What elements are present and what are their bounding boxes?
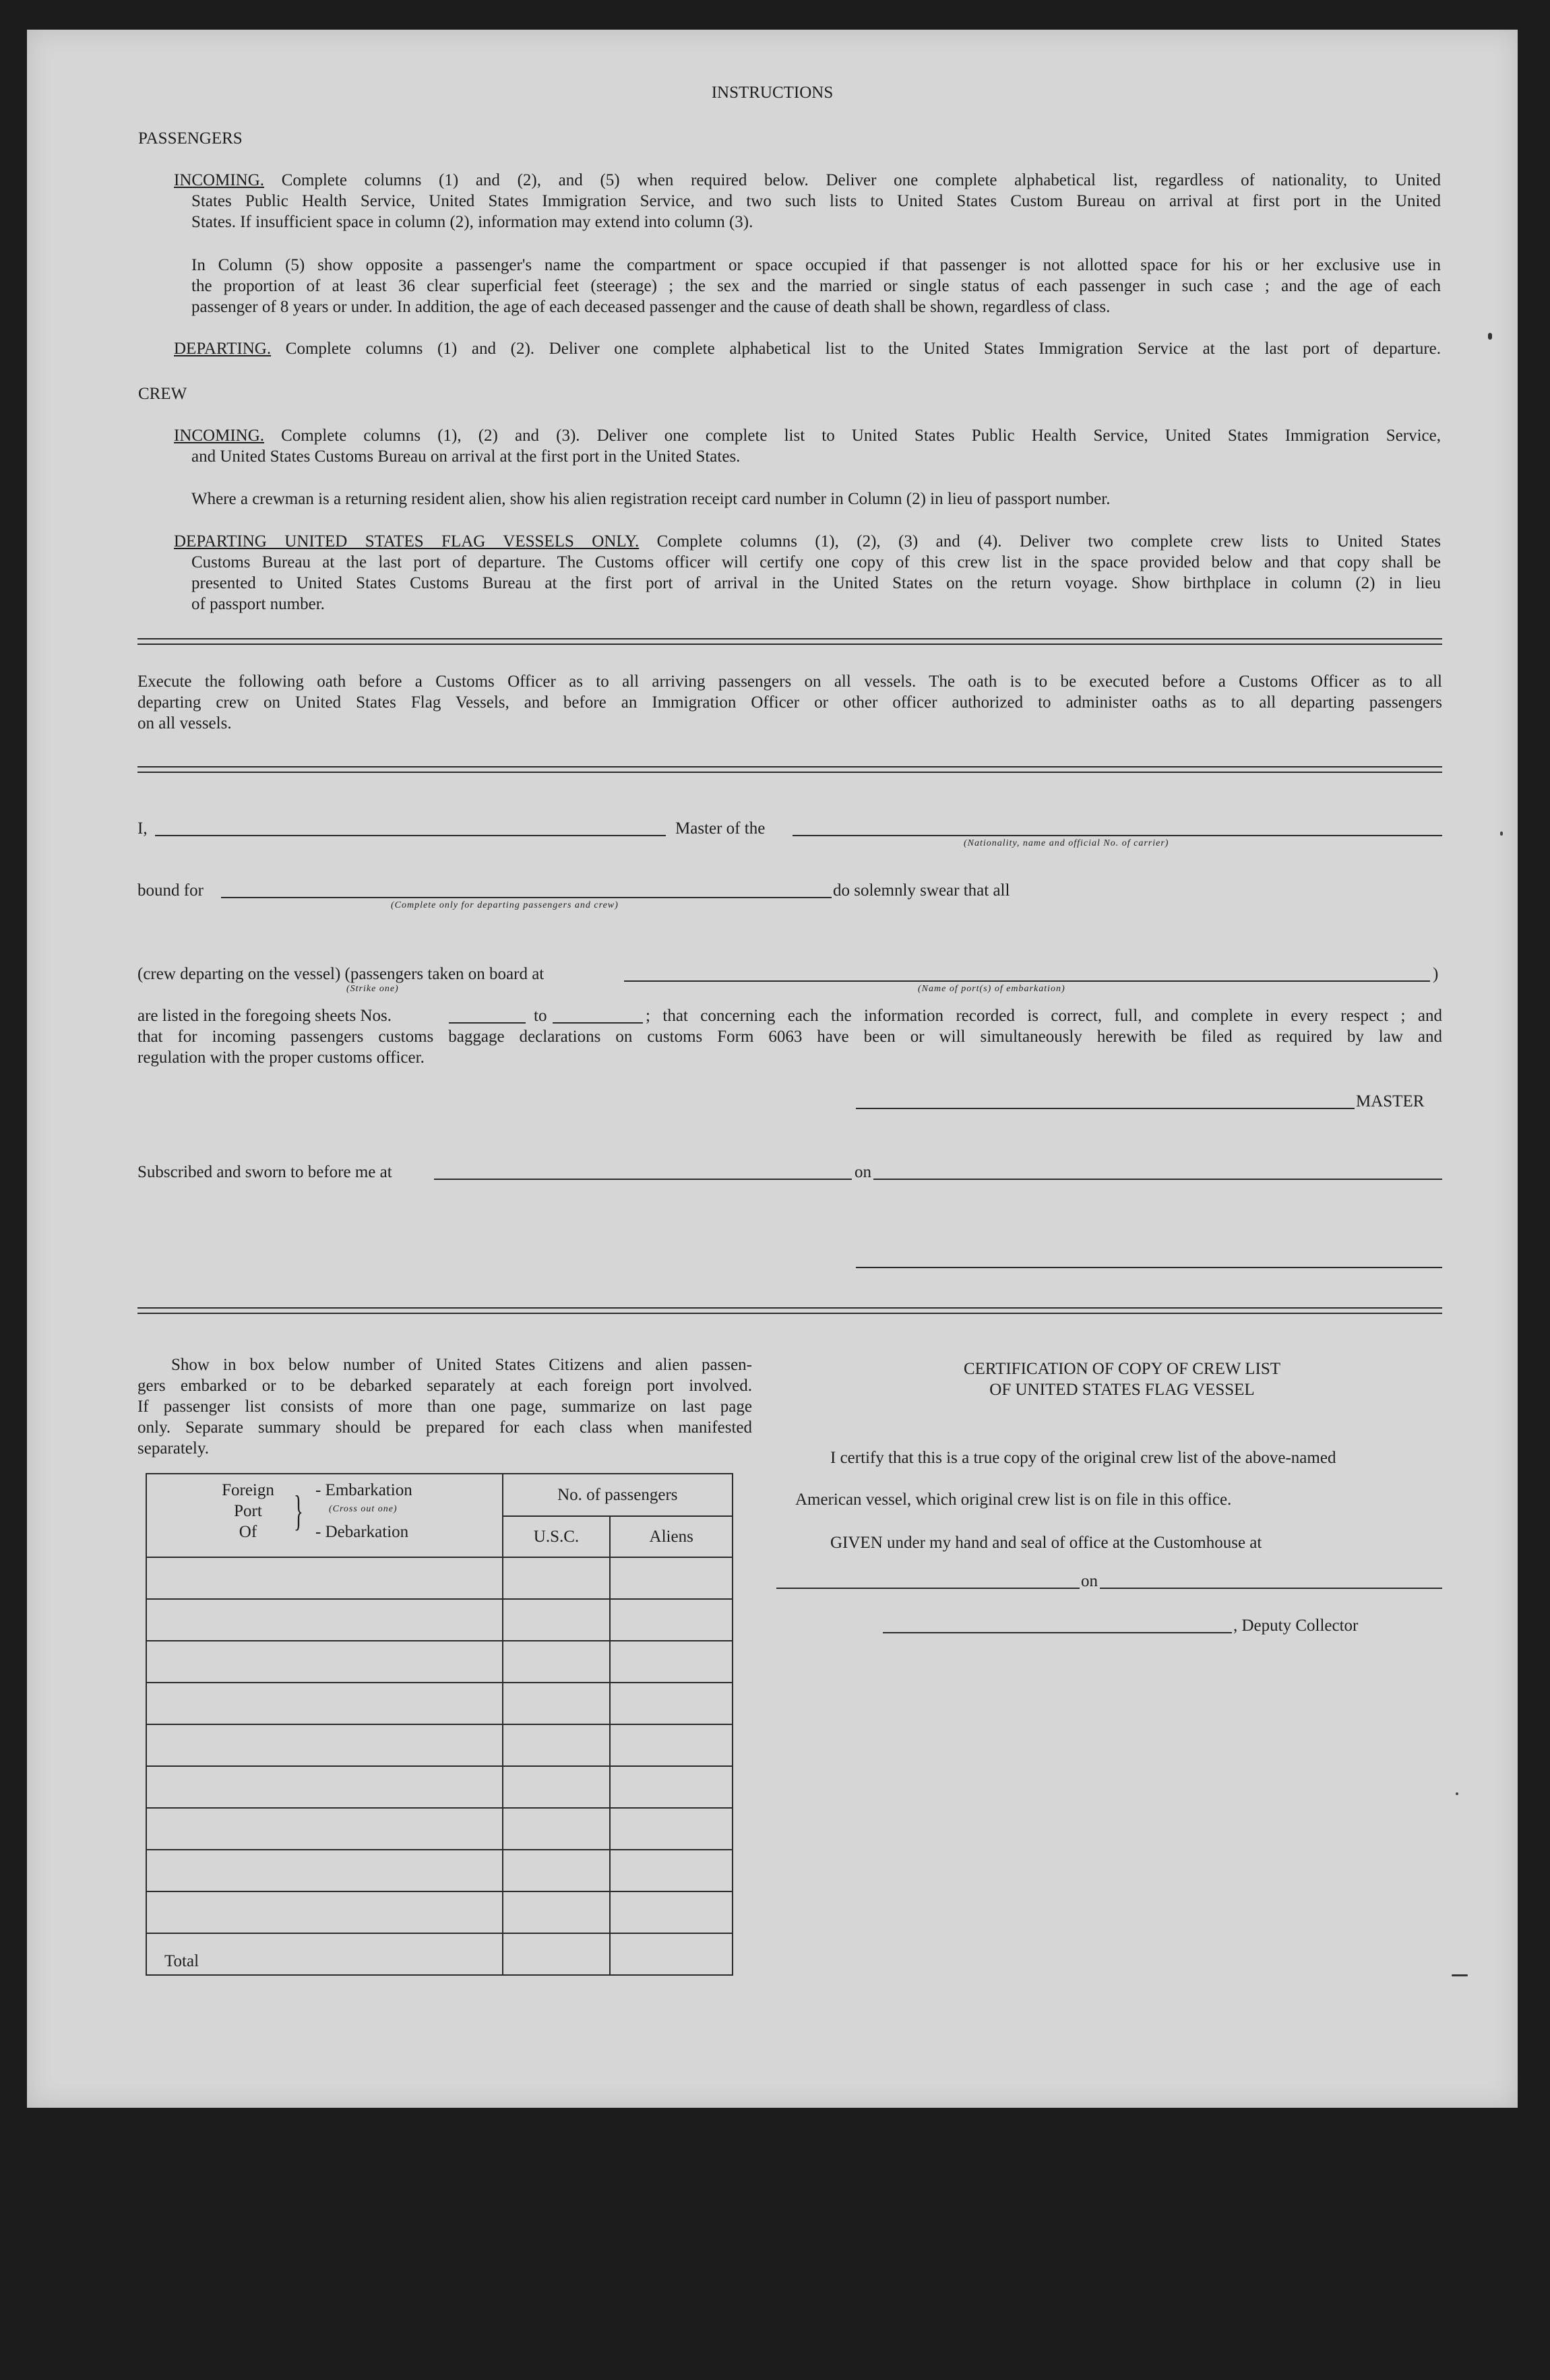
scan-speck bbox=[1452, 1974, 1468, 1976]
port-cell[interactable] bbox=[146, 1850, 503, 1891]
aliens-cell[interactable] bbox=[610, 1891, 733, 1933]
port-label: Port bbox=[234, 1502, 262, 1520]
aliens-cell[interactable] bbox=[610, 1766, 733, 1808]
cross-out-note: (Cross out one) bbox=[329, 1504, 398, 1514]
summary-line1 bbox=[137, 1354, 752, 1375]
officer-signature-field[interactable] bbox=[856, 1267, 1442, 1268]
scan-speck bbox=[1456, 1792, 1458, 1795]
master-label: MASTER bbox=[1356, 1092, 1425, 1110]
divider-3 bbox=[137, 1307, 1442, 1314]
passengers-departing bbox=[174, 338, 1441, 359]
certify-date-field[interactable] bbox=[1100, 1588, 1442, 1589]
total-label: Total bbox=[146, 1933, 503, 1975]
form-sheet bbox=[27, 30, 1518, 2108]
usc-cell[interactable] bbox=[503, 1599, 611, 1641]
bound-for-label: bound for bbox=[137, 881, 204, 900]
crew-flag-line4: of passport number. bbox=[191, 595, 325, 613]
complete-only-note: (Complete only for departing passengers and crew) bbox=[391, 900, 619, 910]
sheet-from-field[interactable] bbox=[449, 1022, 526, 1024]
crew-incoming-label: INCOMING. bbox=[174, 427, 265, 445]
crew-incoming-line2: and United States Customs Bureau on arrival at the first port in the United States. bbox=[191, 447, 741, 466]
passenger-summary-table bbox=[146, 1473, 733, 1976]
execute-line2: departing crew on United States Flag Vessels, and before an Immigration Officer or other officer authorized to administer oaths as to all departing passengers bbox=[137, 693, 1442, 712]
certify-line1: I certify that this is a true copy of the original crew list of the above-named bbox=[830, 1449, 1336, 1467]
sheet-to-field[interactable] bbox=[553, 1022, 643, 1024]
master-signature-field[interactable] bbox=[856, 1108, 1355, 1109]
master-of-the-label: Master of the bbox=[675, 819, 766, 838]
aliens-total-cell[interactable] bbox=[610, 1933, 733, 1975]
strike-one-note: (Strike one) bbox=[346, 984, 399, 994]
listed-to: to bbox=[534, 1007, 547, 1025]
solemnly-swear-text: do solemnly swear that all bbox=[833, 881, 1010, 900]
port-cell[interactable] bbox=[146, 1599, 503, 1641]
column5-line3: passenger of 8 years or under. In addition, the age of each deceased passenger and the cause of death shall be shown, regardless of class. bbox=[191, 298, 1111, 316]
crew-flag-line1 bbox=[174, 531, 1441, 552]
brace-glyph: } bbox=[294, 1486, 303, 1534]
sworn-date-field[interactable] bbox=[873, 1179, 1442, 1180]
listed-line2: that for incoming passengers customs baggage declarations on customs Form 6063 have been or will simultaneously herewith be filed as required by law and bbox=[137, 1028, 1442, 1046]
summary-line3: If passenger list consists of more than one page, summarize on last page bbox=[137, 1398, 752, 1416]
scan-speck bbox=[1500, 832, 1503, 836]
carrier-field[interactable] bbox=[793, 835, 1442, 836]
summary-line4: only. Separate summary should be prepared for each class when manifested bbox=[137, 1418, 752, 1437]
embarkation-ports-field[interactable] bbox=[624, 980, 1430, 982]
column5-line1: In Column (5) show opposite a passenger's name the compartment or space occupied if that passenger is not allotted space for his or her exclusive use in bbox=[191, 256, 1441, 274]
port-cell[interactable] bbox=[146, 1724, 503, 1766]
aliens-cell[interactable] bbox=[610, 1599, 733, 1641]
crew-flag-line3: presented to United States Customs Bureau at the first port of arrival in the United States on the return voyage. Show birthplace in column (2) in lieu bbox=[191, 574, 1441, 592]
summary-line2: gers embarked or to be debarked separately at each foreign port involved. bbox=[137, 1377, 752, 1395]
aliens-header: Aliens bbox=[610, 1516, 733, 1557]
sworn-on-label: on bbox=[855, 1163, 871, 1181]
port-cell[interactable] bbox=[146, 1683, 503, 1724]
port-cell[interactable] bbox=[146, 1557, 503, 1599]
crew-incoming-line1 bbox=[174, 425, 1441, 446]
port-cell[interactable] bbox=[146, 1891, 503, 1933]
crew-flag-text: Complete columns (1), (2), (3) and (4). Deliver two complete crew lists to United States bbox=[656, 532, 1442, 551]
port-cell[interactable] bbox=[146, 1808, 503, 1850]
crew-resident-text: Where a crewman is a returning resident alien, show his alien registration receipt card number in Column (2) in lieu of passport number. bbox=[191, 490, 1111, 508]
passengers-incoming-label: INCOMING. bbox=[174, 171, 265, 189]
page-title: INSTRUCTIONS bbox=[711, 84, 834, 102]
crew-flag-label: DEPARTING UNITED STATES FLAG VESSELS ONLY. bbox=[174, 532, 640, 551]
passengers-heading: PASSENGERS bbox=[138, 129, 243, 148]
usc-cell[interactable] bbox=[503, 1891, 611, 1933]
usc-header: U.S.C. bbox=[503, 1516, 611, 1557]
column5-line2: the proportion of at least 36 clear superficial feet (steerage) ; the sex and the married or single status of each passenger in such case ; and the age of each bbox=[191, 277, 1441, 295]
no-passengers-header: No. of passengers bbox=[503, 1474, 733, 1516]
master-name-field[interactable] bbox=[155, 835, 666, 836]
execute-line3: on all vessels. bbox=[137, 714, 232, 732]
listed-text-a: are listed in the foregoing sheets Nos. bbox=[137, 1007, 392, 1025]
certification-title-line2: OF UNITED STATES FLAG VESSEL bbox=[989, 1381, 1255, 1399]
usc-total-cell[interactable] bbox=[503, 1933, 611, 1975]
divider-1 bbox=[137, 638, 1442, 645]
passengers-incoming-line3: States. If insufficient space in column (2), information may extend into column (3). bbox=[191, 213, 753, 231]
usc-cell[interactable] bbox=[503, 1808, 611, 1850]
customhouse-field[interactable] bbox=[776, 1588, 1080, 1589]
aliens-cell[interactable] bbox=[610, 1808, 733, 1850]
aliens-cell[interactable] bbox=[610, 1724, 733, 1766]
divider-2 bbox=[137, 766, 1442, 773]
usc-cell[interactable] bbox=[503, 1724, 611, 1766]
close-paren: ) bbox=[1433, 965, 1439, 983]
port-cell[interactable] bbox=[146, 1641, 503, 1683]
nationality-note: (Nationality, name and official No. of carrier) bbox=[964, 838, 1169, 848]
aliens-cell[interactable] bbox=[610, 1683, 733, 1724]
scan-speck bbox=[1488, 333, 1492, 340]
usc-cell[interactable] bbox=[503, 1683, 611, 1724]
summary-line5: separately. bbox=[137, 1439, 209, 1458]
usc-cell[interactable] bbox=[503, 1641, 611, 1683]
oath-i: I, bbox=[137, 819, 148, 838]
foreign-label: Foreign bbox=[222, 1481, 274, 1499]
aliens-cell[interactable] bbox=[610, 1557, 733, 1599]
passengers-departing-text: Complete columns (1) and (2). Deliver one complete alphabetical list to the United States Immigration Service at the last port of departure. bbox=[285, 340, 1441, 358]
crew-passengers-text: (crew departing on the vessel) (passengers taken on board at bbox=[137, 965, 545, 983]
embarkation-label: - Embarkation bbox=[315, 1481, 412, 1499]
certify-line2: American vessel, which original crew list is on file in this office. bbox=[795, 1491, 1232, 1509]
listed-line3: regulation with the proper customs officer. bbox=[137, 1048, 425, 1067]
certify-on-label: on bbox=[1081, 1572, 1098, 1590]
usc-cell[interactable] bbox=[503, 1766, 611, 1808]
execute-line1: Execute the following oath before a Customs Officer as to all arriving passengers on all vessels. The oath is to be executed before a Customs Officer as to all bbox=[137, 672, 1442, 691]
usc-cell[interactable] bbox=[503, 1557, 611, 1599]
crew-heading: CREW bbox=[138, 385, 187, 403]
passengers-incoming-text: Complete columns (1) and (2), and (5) when required below. Deliver one complete alphabetical list, regardless of nationality, to United bbox=[281, 171, 1442, 189]
certification-title-line1: CERTIFICATION OF COPY OF CREW LIST bbox=[963, 1360, 1281, 1378]
certify-line3: GIVEN under my hand and seal of office at the Customhouse at bbox=[830, 1534, 1262, 1552]
sworn-place-field[interactable] bbox=[434, 1179, 852, 1180]
usc-cell[interactable] bbox=[503, 1850, 611, 1891]
deputy-signature-field[interactable] bbox=[883, 1632, 1232, 1633]
passengers-incoming-line2: States Public Health Service, United States Immigration Service, and two such lists to United States Custom Bureau on arrival at first port in the United bbox=[191, 192, 1441, 210]
port-cell[interactable] bbox=[146, 1766, 503, 1808]
crew-incoming-text: Complete columns (1), (2) and (3). Deliver one complete list to United States Public Health Service, United States Immigration Service, bbox=[281, 427, 1441, 445]
aliens-cell[interactable] bbox=[610, 1850, 733, 1891]
listed-text-b: ; that concerning each the information recorded is correct, full, and complete in every respect ; and bbox=[646, 1007, 1442, 1025]
of-label: Of bbox=[239, 1523, 257, 1541]
summary-line1-text: Show in box below number of United States Citizens and alien passen- bbox=[171, 1356, 752, 1374]
deputy-collector-label: , Deputy Collector bbox=[1233, 1617, 1359, 1635]
subscribed-label: Subscribed and sworn to before me at bbox=[137, 1163, 392, 1181]
bound-for-field[interactable] bbox=[221, 897, 832, 898]
debarkation-label: - Debarkation bbox=[315, 1523, 409, 1541]
port-header-cell bbox=[146, 1474, 503, 1557]
aliens-cell[interactable] bbox=[610, 1641, 733, 1683]
passengers-departing-label: DEPARTING. bbox=[174, 340, 272, 358]
crew-flag-line2: Customs Bureau at the last port of departure. The Customs officer will certify one copy of this crew list in the space provided below and that copy shall be bbox=[191, 553, 1441, 571]
ports-note: (Name of port(s) of embarkation) bbox=[918, 984, 1065, 994]
passengers-incoming-line1 bbox=[174, 170, 1441, 191]
